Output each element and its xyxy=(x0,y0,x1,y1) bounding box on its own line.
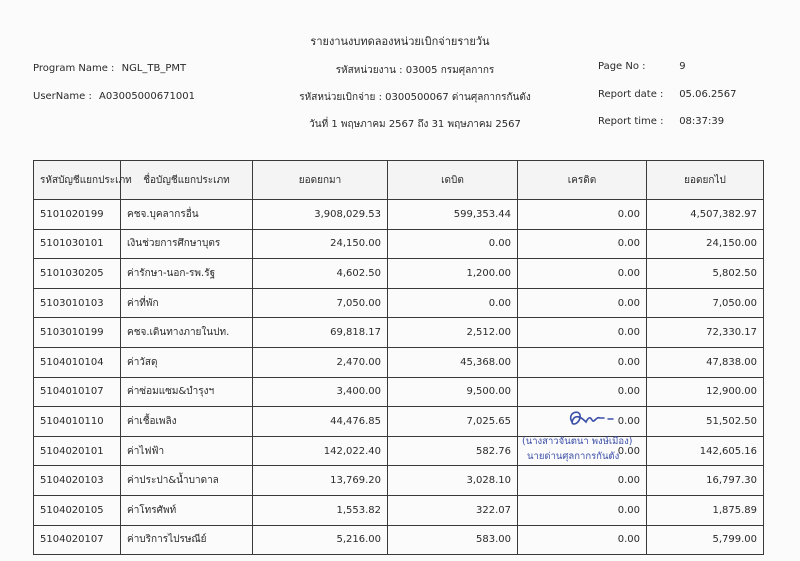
column-header-debit: เดบิต xyxy=(388,161,518,200)
balance-carried-forward-cell: 142,605.16 xyxy=(647,436,764,466)
account-code-cell: 5101030101 xyxy=(34,229,121,259)
account-name-cell: เงินช่วยการศึกษาบุตร xyxy=(121,229,253,259)
account-name-cell: คชจ.เดินทางภายในปท. xyxy=(121,318,253,348)
debit-cell: 599,353.44 xyxy=(388,200,518,230)
balance-carried-forward-cell: 5,799.00 xyxy=(647,525,764,555)
account-name-cell: ค่าประปา&น้ำบาดาล xyxy=(121,466,253,496)
table-header-row xyxy=(34,161,764,200)
account-code-cell: 5104010110 xyxy=(34,407,121,437)
column-header-balance-carried-forward: ยอดยกไป xyxy=(647,161,764,200)
account-name-cell: ค่าซ่อมแซม&บำรุงฯ xyxy=(121,377,253,407)
report-time-label: Report time : xyxy=(598,116,664,127)
signatory-position: นายด่านศุลกากรกันตัง xyxy=(527,451,620,462)
account-name-cell: คชจ.บุคลากรอื่น xyxy=(121,200,253,230)
column-header-balance-brought-forward: ยอดยกมา xyxy=(253,161,388,200)
account-code-cell: 5104010107 xyxy=(34,377,121,407)
credit-cell: 0.00 xyxy=(518,288,647,318)
account-code-cell: 5104010104 xyxy=(34,347,121,377)
balance-carried-forward-cell: 24,150.00 xyxy=(647,229,764,259)
table-row xyxy=(34,229,764,259)
balance-brought-forward-cell: 4,602.50 xyxy=(253,259,388,289)
credit-cell: 0.00 xyxy=(518,377,647,407)
debit-cell: 322.07 xyxy=(388,495,518,525)
balance-brought-forward-cell: 5,216.00 xyxy=(253,525,388,555)
debit-cell: 9,500.00 xyxy=(388,377,518,407)
account-code-cell: 5103010103 xyxy=(34,288,121,318)
balance-carried-forward-cell: 1,875.89 xyxy=(647,495,764,525)
account-code-cell: 5104020107 xyxy=(34,525,121,555)
column-header-credit: เครดิต xyxy=(518,161,647,200)
report-date-value: 05.06.2567 xyxy=(679,89,737,100)
credit-cell: 0.00 xyxy=(518,229,647,259)
report-date-field xyxy=(598,89,736,100)
table-row xyxy=(34,525,764,555)
program-name-label: Program Name : xyxy=(33,63,115,74)
account-name-cell: ค่าวัสดุ xyxy=(121,347,253,377)
balance-brought-forward-cell: 13,769.20 xyxy=(253,466,388,496)
account-name-cell: ค่าไฟฟ้า xyxy=(121,436,253,466)
page-number-field xyxy=(598,61,686,72)
report-date-label: Report date : xyxy=(598,89,664,100)
debit-cell: 0.00 xyxy=(388,229,518,259)
balance-brought-forward-cell: 142,022.40 xyxy=(253,436,388,466)
account-name-cell: ค่าเชื้อเพลิง xyxy=(121,407,253,437)
report-time-value: 08:37:39 xyxy=(679,116,725,127)
disbursement-unit-line: รหัสหน่วยเบิกจ่าย : 0300500067 ด่านศุลกากรกันตัง xyxy=(299,92,531,103)
balance-carried-forward-cell: 47,838.00 xyxy=(647,347,764,377)
balance-brought-forward-cell: 2,470.00 xyxy=(253,347,388,377)
debit-cell: 45,368.00 xyxy=(388,347,518,377)
credit-cell: 0.00 xyxy=(518,525,647,555)
username-field xyxy=(33,91,195,102)
credit-cell: 0.00 xyxy=(518,259,647,289)
account-code-cell: 5104020101 xyxy=(34,436,121,466)
debit-cell: 582.76 xyxy=(388,436,518,466)
account-name-cell: ค่าโทรศัพท์ xyxy=(121,495,253,525)
credit-cell: 0.00 xyxy=(518,436,647,466)
account-code-cell: 5103010199 xyxy=(34,318,121,348)
column-header-account-name: ชื่อบัญชีแยกประเภท xyxy=(121,161,253,200)
account-code-cell: 5101020199 xyxy=(34,200,121,230)
signatory-name: (นางสาวจันตนา พงษ์เมือง) xyxy=(522,436,633,447)
account-code-cell: 5101030205 xyxy=(34,259,121,289)
balance-carried-forward-cell: 7,050.00 xyxy=(647,288,764,318)
balance-brought-forward-cell: 24,150.00 xyxy=(253,229,388,259)
username-value: A03005000671001 xyxy=(99,91,195,102)
account-code-cell: 5104020103 xyxy=(34,466,121,496)
balance-brought-forward-cell: 3,400.00 xyxy=(253,377,388,407)
debit-cell: 2,512.00 xyxy=(388,318,518,348)
balance-brought-forward-cell: 1,553.82 xyxy=(253,495,388,525)
credit-cell: 0.00 xyxy=(518,466,647,496)
table-row xyxy=(34,288,764,318)
balance-carried-forward-cell: 4,507,382.97 xyxy=(647,200,764,230)
credit-cell: 0.00 xyxy=(518,495,647,525)
balance-carried-forward-cell: 12,900.00 xyxy=(647,377,764,407)
table-row xyxy=(34,259,764,289)
credit-cell: 0.00 xyxy=(518,318,647,348)
page-number-value: 9 xyxy=(679,61,686,72)
debit-cell: 7,025.65 xyxy=(388,407,518,437)
debit-cell: 0.00 xyxy=(388,288,518,318)
balance-brought-forward-cell: 69,818.17 xyxy=(253,318,388,348)
credit-cell: 0.00 xyxy=(518,200,647,230)
credit-cell: 0.00 xyxy=(518,347,647,377)
program-name-field xyxy=(33,63,186,74)
balance-carried-forward-cell: 72,330.17 xyxy=(647,318,764,348)
debit-cell: 3,028.10 xyxy=(388,466,518,496)
table-row xyxy=(34,318,764,348)
account-name-cell: ค่าบริการไปรษณีย์ xyxy=(121,525,253,555)
balance-brought-forward-cell: 44,476.85 xyxy=(253,407,388,437)
account-name-cell: ค่ารักษา-นอก-รพ.รัฐ xyxy=(121,259,253,289)
report-title: รายงานงบทดลองหน่วยเบิกจ่ายรายวัน xyxy=(310,35,490,48)
table-row xyxy=(34,407,764,437)
table-row xyxy=(34,377,764,407)
balance-brought-forward-cell: 7,050.00 xyxy=(253,288,388,318)
account-code-cell: 5104020105 xyxy=(34,495,121,525)
account-name-cell: ค่าที่พัก xyxy=(121,288,253,318)
table-row xyxy=(34,347,764,377)
debit-cell: 1,200.00 xyxy=(388,259,518,289)
balance-carried-forward-cell: 51,502.50 xyxy=(647,407,764,437)
credit-cell: 0.00 xyxy=(518,407,647,437)
balance-brought-forward-cell: 3,908,029.53 xyxy=(253,200,388,230)
trial-balance-table xyxy=(33,160,764,555)
balance-carried-forward-cell: 16,797.30 xyxy=(647,466,764,496)
username-label: UserName : xyxy=(33,91,92,102)
page-number-label: Page No : xyxy=(598,61,646,72)
agency-code-line: รหัสหน่วยงาน : 03005 กรมศุลกากร xyxy=(335,65,495,76)
handwritten-signature xyxy=(560,406,630,432)
table-row xyxy=(34,200,764,230)
table-row xyxy=(34,436,764,466)
table-row xyxy=(34,495,764,525)
balance-carried-forward-cell: 5,802.50 xyxy=(647,259,764,289)
report-time-field xyxy=(598,116,724,127)
date-range-line: วันที่ 1 พฤษภาคม 2567 ถึง 31 พฤษภาคม 2567 xyxy=(309,119,521,130)
program-name-value: NGL_TB_PMT xyxy=(121,63,187,74)
column-header-account-code: รหัสบัญชีแยกประเภท xyxy=(34,161,121,200)
table-row xyxy=(34,466,764,496)
debit-cell: 583.00 xyxy=(388,525,518,555)
